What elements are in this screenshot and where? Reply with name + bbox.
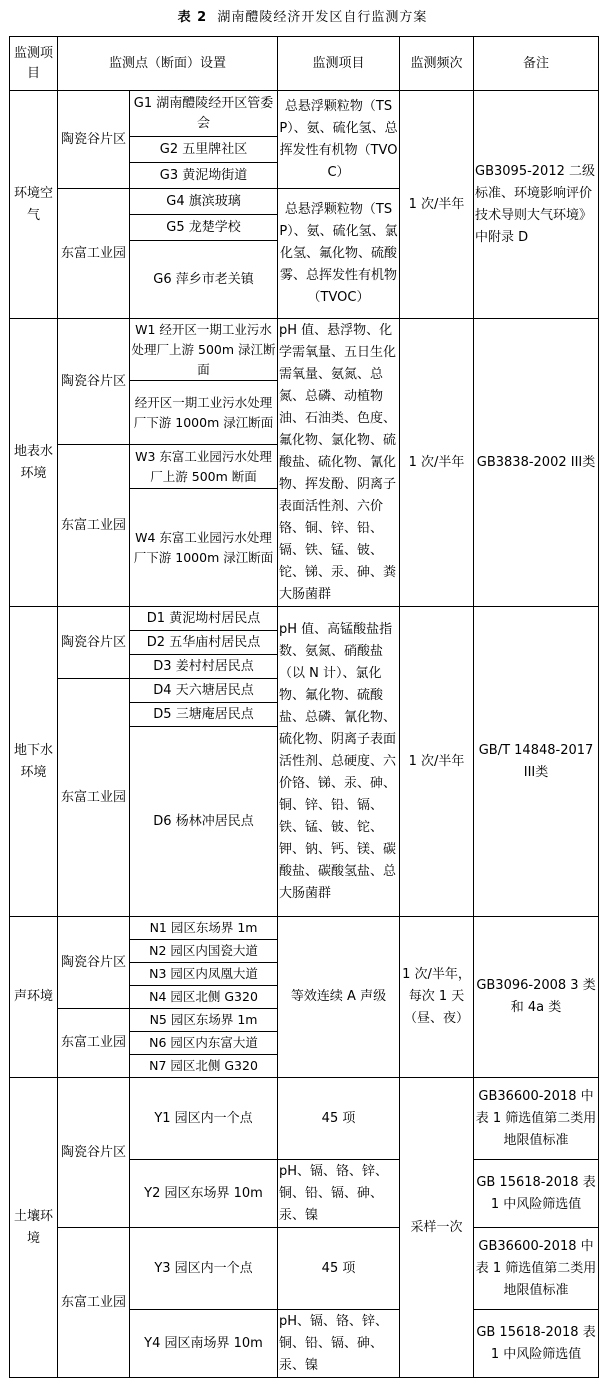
items-cell: 等效连续 A 声级 — [278, 917, 400, 1078]
table-number: 表 2 — [177, 10, 208, 25]
point-cell: Y1 园区内一个点 — [130, 1078, 278, 1160]
frequency-cell: 1 次/半年 — [400, 91, 474, 319]
items-cell: 总悬浮颗粒物（TSP）、氨、硫化氢、总挥发性有机物（TVOC） — [278, 91, 400, 189]
area-cell: 陶瓷谷片区 — [58, 607, 130, 679]
area-cell: 东富工业园 — [58, 679, 130, 917]
note-cell: GB 15618-2018 表 1 中风险筛选值 — [474, 1310, 599, 1378]
area-cell: 陶瓷谷片区 — [58, 319, 130, 445]
point-cell: N7 园区北侧 G320 — [130, 1055, 278, 1078]
note-cell: GB3095-2012 二级标准、环境影响评价技术导则大气环境》中附录 D — [474, 91, 599, 319]
point-cell: Y4 园区南场界 10m — [130, 1310, 278, 1378]
frequency-cell: 1 次/半年，每次 1 天（昼、夜） — [400, 917, 474, 1078]
point-cell: G1 湖南醴陵经开区管委会 — [130, 91, 278, 137]
point-cell: G5 龙楚学校 — [130, 215, 278, 241]
header-row — [10, 37, 599, 91]
table-row — [10, 319, 599, 381]
frequency-cell: 采样一次 — [400, 1078, 474, 1378]
items-cell: pH、镉、铬、锌、铜、铅、镉、砷、汞、镍 — [278, 1310, 400, 1378]
area-cell: 东富工业园 — [58, 445, 130, 607]
point-cell: N1 园区东场界 1m — [130, 917, 278, 940]
items-cell: 总悬浮颗粒物（TSP）、氨、硫化氢、氯化氢、氟化物、硫酸雾、总挥发性有机物（TVOC） — [278, 189, 400, 319]
area-cell: 陶瓷谷片区 — [58, 91, 130, 189]
area-cell: 陶瓷谷片区 — [58, 1078, 130, 1228]
monitoring-plan-table — [9, 36, 599, 1378]
category-cell: 声环境 — [10, 917, 58, 1078]
header-frequency: 监测频次 — [400, 37, 474, 91]
items-cell: pH 值、悬浮物、化学需氧量、五日生化需氧量、氨氮、总氮、总磷、动植物油、石油类、色度、氟化物、氯化物、硫酸盐、硫化物、氰化物、挥发酚、阴离子表面活性剂、六价铬、铜、锌、铅、镉、铁、锰、铍、铊、锑、汞、砷、粪大肠菌群 — [278, 319, 400, 607]
point-cell: N5 园区东场界 1m — [130, 1009, 278, 1032]
table-row — [10, 607, 599, 631]
point-cell: N6 园区内东富大道 — [130, 1032, 278, 1055]
category-cell: 环境空气 — [10, 91, 58, 319]
table-title: 湖南醴陵经济开发区自行监测方案 — [217, 10, 428, 25]
note-cell: GB36600-2018 中表 1 筛选值第二类用地限值标准 — [474, 1228, 599, 1310]
header-category: 监测项目 — [10, 37, 58, 91]
category-cell: 地下水环境 — [10, 607, 58, 917]
area-cell: 东富工业园 — [58, 1228, 130, 1378]
point-cell: D4 天六塘居民点 — [130, 679, 278, 703]
header-point: 监测点（断面）设置 — [58, 37, 278, 91]
point-cell: G6 萍乡市老关镇 — [130, 241, 278, 319]
note-cell: GB3838-2002 III类 — [474, 319, 599, 607]
table-caption — [0, 6, 605, 25]
point-cell: 经开区一期工业污水处理厂下游 1000m 渌江断面 — [130, 381, 278, 445]
frequency-cell: 1 次/半年 — [400, 607, 474, 917]
area-cell: 东富工业园 — [58, 1009, 130, 1078]
category-cell: 土壤环境 — [10, 1078, 58, 1378]
items-cell: pH、镉、铬、锌、铜、铅、镉、砷、汞、镍 — [278, 1160, 400, 1228]
items-cell: 45 项 — [278, 1228, 400, 1310]
point-cell: Y3 园区内一个点 — [130, 1228, 278, 1310]
note-cell: GB 15618-2018 表 1 中风险筛选值 — [474, 1160, 599, 1228]
point-cell: G3 黄泥坳街道 — [130, 163, 278, 189]
table-row — [10, 1228, 599, 1310]
items-cell: 45 项 — [278, 1078, 400, 1160]
note-cell: GB36600-2018 中表 1 筛选值第二类用地限值标准 — [474, 1078, 599, 1160]
point-cell: G4 旗滨玻璃 — [130, 189, 278, 215]
point-cell: N4 园区北侧 G320 — [130, 986, 278, 1009]
point-cell: N2 园区内国瓷大道 — [130, 940, 278, 963]
point-cell: W4 东富工业园污水处理厂下游 1000m 渌江断面 — [130, 489, 278, 607]
point-cell: D6 杨林冲居民点 — [130, 727, 278, 917]
category-cell: 地表水环境 — [10, 319, 58, 607]
table-row — [10, 91, 599, 137]
point-cell: W1 经开区一期工业污水处理厂上游 500m 渌江断面 — [130, 319, 278, 381]
point-cell: N3 园区内凤凰大道 — [130, 963, 278, 986]
point-cell: G2 五里牌社区 — [130, 137, 278, 163]
header-note: 备注 — [474, 37, 599, 91]
header-items: 监测项目 — [278, 37, 400, 91]
table-row — [10, 917, 599, 940]
frequency-cell: 1 次/半年 — [400, 319, 474, 607]
area-cell: 东富工业园 — [58, 189, 130, 319]
point-cell: D5 三塘庵居民点 — [130, 703, 278, 727]
point-cell: D2 五华庙村居民点 — [130, 631, 278, 655]
items-cell: pH 值、高锰酸盐指数、氨氮、硝酸盐（以 N 计）、氯化物、氟化物、硫酸盐、总磷、氰化物、硫化物、阴离子表面活性剂、总硬度、六价铬、锑、汞、砷、铜、锌、铅、镉、铁、锰、铍、铊、钾、钠、钙、镁、碳酸盐、碳酸氢盐、总大肠菌群 — [278, 607, 400, 917]
point-cell: D3 姜村村居民点 — [130, 655, 278, 679]
point-cell: W3 东富工业园污水处理厂上游 500m 断面 — [130, 445, 278, 489]
point-cell: D1 黄泥坳村居民点 — [130, 607, 278, 631]
note-cell: GB3096-2008 3 类和 4a 类 — [474, 917, 599, 1078]
area-cell: 陶瓷谷片区 — [58, 917, 130, 1009]
table-row — [10, 1078, 599, 1160]
note-cell: GB/T 14848-2017 III类 — [474, 607, 599, 917]
point-cell: Y2 园区东场界 10m — [130, 1160, 278, 1228]
